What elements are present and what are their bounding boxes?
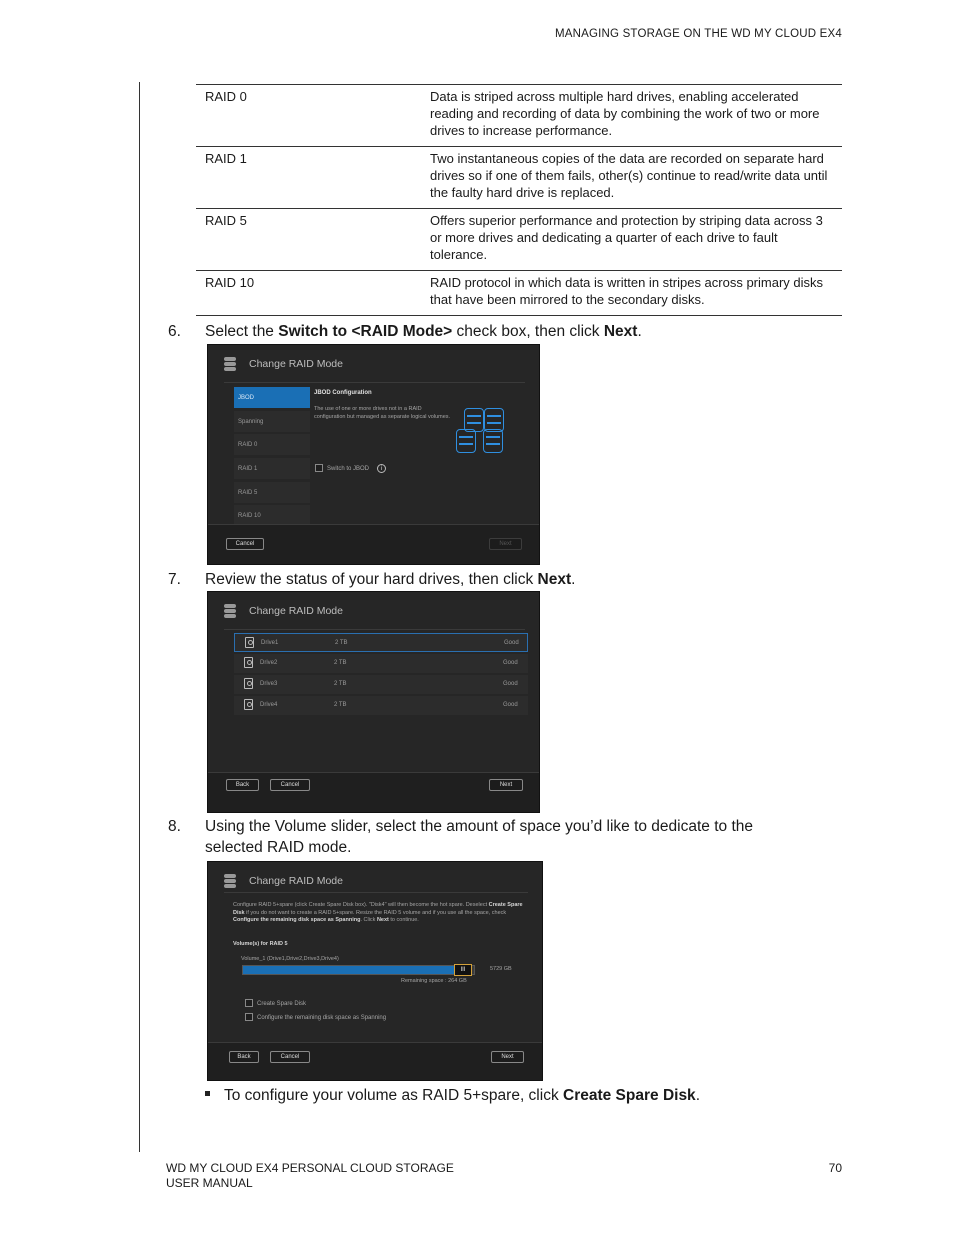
raid-mode-name: RAID 10 [196, 271, 421, 316]
step-text: Review the status of your hard drives, then click Next. [205, 571, 576, 588]
checkbox-label: Configure the remaining disk space as Spanning [257, 1015, 387, 1021]
drive-row[interactable]: Drive2 2 TB Good [234, 654, 528, 673]
screenshot-jbod-config [207, 344, 540, 565]
create-spare-disk-checkbox[interactable] [245, 999, 253, 1007]
menu-item-raid1[interactable]: RAID 1 [234, 458, 310, 479]
cancel-button[interactable]: Cancel [226, 538, 264, 550]
config-description: The use of one or more drives not in a RAID configuration but managed as separate logical volumes. [314, 406, 451, 420]
spanning-checkbox[interactable] [245, 1013, 253, 1021]
bullet-square-icon [205, 1091, 210, 1096]
next-button[interactable]: Next [489, 538, 522, 550]
hard-drive-icon [244, 699, 253, 710]
table-row [196, 85, 842, 147]
step-number: 8. [168, 818, 181, 835]
info-icon[interactable]: i [377, 464, 386, 473]
raid-mode-description: Offers superior performance and protection by striping data across 3 or more drives and dedicating a quarter of each drive to fault tolerance. [421, 209, 842, 271]
raid-mode-name: RAID 0 [196, 85, 421, 147]
raid-mode-description: Data is striped across multiple hard drives, enabling accelerated reading and recording of data by combining the work of two or more drives to increase performance. [421, 85, 842, 147]
page-footer-title: WD MY CLOUD EX4 PERSONAL CLOUD STORAGE USER MANUAL [166, 1161, 454, 1190]
dialog-title: Change RAID Mode [249, 358, 343, 370]
config-instructions: Configure RAID 5+spare (click Create Spare Disk box). "Disk4" will then become the hot spare. Deselect Create Spare Disk if you do not want to create a RAID 5+spare. Resize the RAID 5 volume and if you use all the space, check Configure the remaining disk space as Spanning. Click Next to continue. [233, 902, 523, 923]
checkbox-label: Create Spare Disk [257, 1001, 307, 1007]
table-row [196, 271, 842, 316]
menu-item-jbod[interactable]: JBOD [234, 387, 310, 408]
cancel-button[interactable]: Cancel [270, 1051, 310, 1063]
running-header: MANAGING STORAGE ON THE WD MY CLOUD EX4 [554, 28, 842, 40]
bullet-text: To configure your volume as RAID 5+spare, click Create Spare Disk. [224, 1087, 700, 1104]
remaining-space: Remaining space : 264 GB [401, 978, 467, 984]
page-number: 70 [828, 1161, 842, 1175]
database-icon [224, 874, 236, 888]
screenshot-volume-slider [207, 861, 543, 1081]
drive-row[interactable]: Drive1 2 TB Good [234, 633, 528, 652]
switch-to-jbod-checkbox[interactable] [315, 464, 323, 472]
cancel-button[interactable]: Cancel [270, 779, 310, 791]
database-icon [224, 357, 236, 371]
volume-size: 5729 GB [490, 966, 512, 972]
config-heading: JBOD Configuration [314, 390, 372, 396]
hard-drive-icon [244, 657, 253, 668]
step-text: Select the Switch to <RAID Mode> check box, then click Next. [205, 323, 642, 340]
hard-drive-icon [244, 678, 253, 689]
slider-fill [243, 966, 458, 974]
table-row [196, 209, 842, 271]
database-icon [224, 604, 236, 618]
drive-row[interactable]: Drive3 2 TB Good [234, 675, 528, 694]
step-number: 6. [168, 323, 181, 340]
volume-slider[interactable] [242, 965, 475, 975]
slider-handle[interactable]: III [454, 964, 472, 976]
hard-drive-icon [245, 637, 254, 648]
table-row [196, 147, 842, 209]
volumes-heading: Volume(s) for RAID 5 [233, 941, 288, 947]
menu-item-spanning[interactable]: Spanning [234, 411, 310, 432]
drive-row[interactable]: Drive4 2 TB Good [234, 696, 528, 715]
dialog-title: Change RAID Mode [249, 875, 343, 887]
checkbox-label: Switch to JBOD [327, 466, 370, 472]
dialog-title: Change RAID Mode [249, 605, 343, 617]
step-text: Using the Volume slider, select the amount of space you’d like to dedicate to the selected RAID mode. [205, 818, 753, 856]
menu-item-raid5[interactable]: RAID 5 [234, 482, 310, 503]
volume-label: Volume_1 (Drive1,Drive2,Drive3,Drive4) [241, 956, 339, 962]
left-margin-rule [139, 82, 140, 1152]
menu-item-raid10[interactable]: RAID 10 [234, 505, 310, 526]
raid-mode-description: RAID protocol in which data is written in stripes across primary disks that have been mirrored to the secondary disks. [421, 271, 842, 316]
next-button[interactable]: Next [489, 779, 523, 791]
back-button[interactable]: Back [226, 779, 259, 791]
back-button[interactable]: Back [229, 1051, 259, 1063]
raid-mode-name: RAID 5 [196, 209, 421, 271]
menu-item-raid0[interactable]: RAID 0 [234, 434, 310, 455]
raid-modes-table [196, 84, 842, 316]
screenshot-drive-status [207, 591, 540, 813]
raid-mode-name: RAID 1 [196, 147, 421, 209]
next-button[interactable]: Next [491, 1051, 524, 1063]
step-number: 7. [168, 571, 181, 588]
raid-mode-description: Two instantaneous copies of the data are recorded on separate hard drives so if one of them fails, other(s) continue to read/write data until the faulty hard drive is replaced. [421, 147, 842, 209]
